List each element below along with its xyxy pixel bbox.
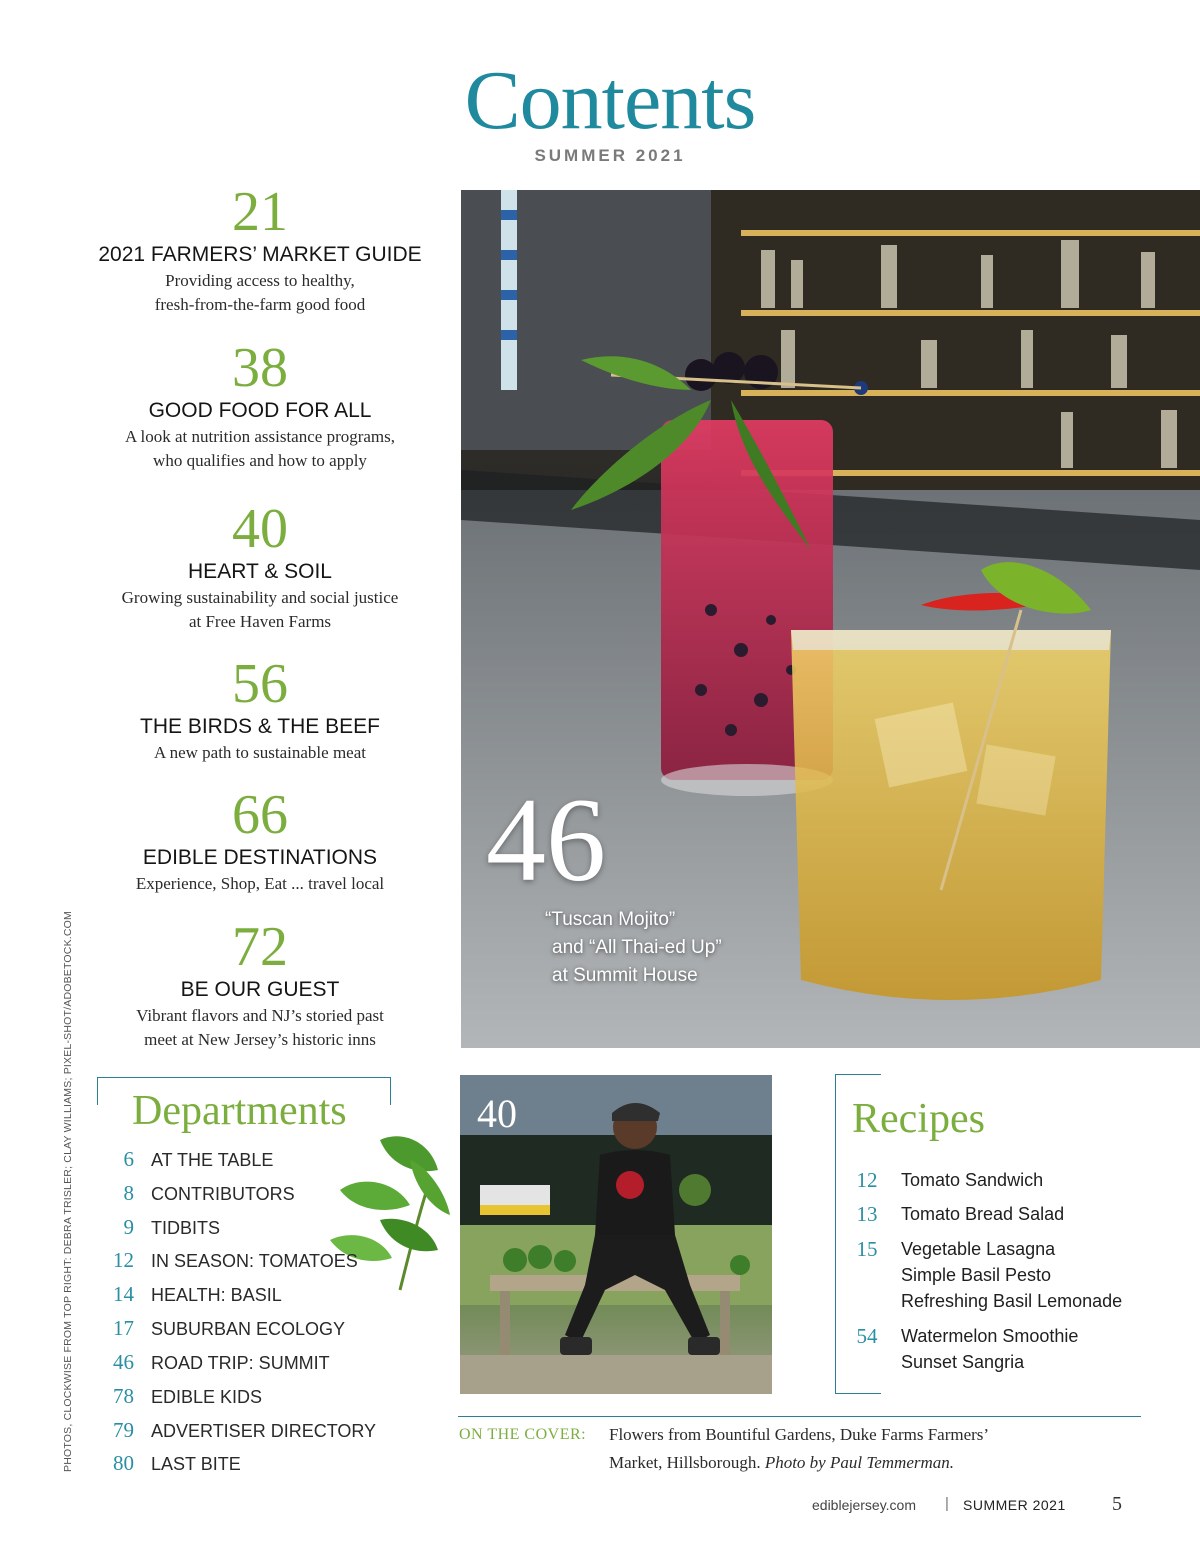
feature-desc-line: Vibrant flavors and NJ’s storied past — [136, 1006, 384, 1025]
cover-text-line: Flowers from Bountiful Gardens, Duke Farms Farmers’ — [609, 1425, 990, 1444]
dept-item[interactable] — [100, 1384, 262, 1414]
feature-farmers-market[interactable] — [80, 183, 440, 317]
feature-page-number: 56 — [232, 653, 288, 715]
dept-item[interactable] — [100, 1282, 282, 1312]
feature-desc-line: at Free Haven Farms — [188, 612, 332, 631]
photo-credit: PHOTOS, CLOCKWISE FROM TOP RIGHT: DEBRA TRISLER; CLAY WILLIAMS; PIXEL-SHOT/ADOBETOCK.COM — [62, 911, 74, 1472]
farmer-photo-page-number: 40 — [477, 1091, 517, 1136]
photo-caption-line: and “All Thai-ed Up” — [552, 937, 722, 958]
dept-item[interactable] — [100, 1181, 295, 1211]
feature-birds-beef[interactable] — [80, 655, 440, 765]
feature-desc-line: A new path to sustainable meat — [154, 743, 366, 762]
recipe-item: Vegetable Lasagna — [901, 1239, 1056, 1259]
dept-label: CONTRIBUTORS — [151, 1184, 295, 1204]
page-title: Contents — [464, 54, 756, 147]
dept-page: 14 — [113, 1282, 134, 1306]
recipe-item: Tomato Bread Salad — [901, 1204, 1065, 1224]
recipe-group[interactable] — [852, 1201, 1064, 1227]
feature-page-number: 38 — [232, 337, 288, 399]
dept-page: 78 — [113, 1384, 134, 1408]
cover-divider — [458, 1416, 1141, 1417]
photo-caption-line: “Tuscan Mojito” — [545, 909, 676, 930]
feature-good-food[interactable] — [80, 339, 440, 473]
dept-label: TIDBITS — [151, 1218, 221, 1238]
feature-edible-destinations[interactable] — [80, 786, 440, 896]
dept-page: 6 — [123, 1147, 134, 1171]
dept-label: AT THE TABLE — [151, 1150, 274, 1170]
dept-page: 17 — [113, 1316, 134, 1340]
dept-page: 8 — [123, 1181, 134, 1205]
footer-issue: SUMMER 2021 — [963, 1497, 1066, 1513]
feature-desc-line: who qualifies and how to apply — [153, 451, 367, 470]
feature-title: BE OUR GUEST — [180, 978, 340, 1001]
recipe-group[interactable] — [852, 1167, 1043, 1193]
recipe-page: 13 — [856, 1202, 878, 1226]
dept-label: LAST BITE — [151, 1454, 241, 1474]
feature-desc-line: A look at nutrition assistance programs, — [124, 427, 396, 446]
recipe-item: Tomato Sandwich — [901, 1170, 1044, 1190]
recipe-group[interactable] — [852, 1323, 1078, 1375]
recipe-group[interactable] — [852, 1236, 1122, 1314]
dept-label: HEALTH: BASIL — [151, 1285, 282, 1305]
feature-page-number: 66 — [232, 784, 288, 846]
recipe-item: Refreshing Basil Lemonade — [901, 1291, 1123, 1311]
feature-desc-line: Providing access to healthy, — [165, 271, 355, 290]
dept-page: 12 — [113, 1248, 134, 1272]
dept-label: EDIBLE KIDS — [151, 1387, 263, 1407]
recipes-title: Recipes — [852, 1096, 985, 1142]
feature-title: 2021 FARMERS’ MARKET GUIDE — [98, 243, 422, 266]
dept-label: ROAD TRIP: SUMMIT — [151, 1353, 330, 1373]
feature-title: HEART & SOIL — [188, 560, 332, 583]
recipe-page: 54 — [856, 1324, 878, 1348]
feature-heart-soil[interactable] — [80, 500, 440, 634]
photo-caption-line: at Summit House — [552, 965, 698, 986]
footer-site: ediblejersey.com — [812, 1497, 917, 1513]
dept-item[interactable] — [100, 1316, 345, 1346]
feature-desc-line: Experience, Shop, Eat ... travel local — [135, 874, 385, 893]
issue-label: SUMMER 2021 — [534, 146, 686, 165]
feature-title: EDIBLE DESTINATIONS — [142, 846, 378, 869]
feature-page-number: 21 — [232, 181, 288, 243]
recipe-item: Sunset Sangria — [901, 1352, 1025, 1372]
departments-title: Departments — [132, 1088, 347, 1134]
dept-item[interactable] — [100, 1350, 330, 1380]
cover-label: ON THE COVER: — [459, 1426, 587, 1443]
recipe-page: 12 — [856, 1168, 878, 1192]
dept-page: 79 — [113, 1418, 134, 1442]
cocktail-photo-page-number: 46 — [486, 773, 606, 906]
cover-photo-credit: Photo by Paul Temmerman. — [764, 1453, 955, 1472]
dept-item[interactable] — [100, 1451, 241, 1481]
feature-be-our-guest[interactable] — [80, 918, 440, 1052]
footer-separator: | — [945, 1495, 949, 1512]
cover-text-line-2 — [609, 1453, 954, 1473]
cover-text-location: Market, Hillsborough. — [609, 1453, 761, 1472]
recipe-item: Watermelon Smoothie — [901, 1326, 1079, 1346]
dept-item[interactable] — [100, 1215, 220, 1245]
feature-page-number: 40 — [232, 498, 288, 560]
footer-page-number: 5 — [1112, 1493, 1122, 1515]
dept-page: 80 — [113, 1451, 134, 1475]
dept-page: 46 — [113, 1350, 134, 1374]
feature-desc-line: fresh-from-the-farm good food — [154, 295, 366, 314]
dept-label: SUBURBAN ECOLOGY — [151, 1319, 346, 1339]
dept-item[interactable] — [100, 1147, 273, 1177]
feature-page-number: 72 — [232, 916, 288, 978]
dept-label: ADVERTISER DIRECTORY — [151, 1421, 377, 1441]
dept-item[interactable] — [100, 1248, 358, 1278]
feature-desc-line: meet at New Jersey’s historic inns — [144, 1030, 376, 1049]
feature-title: GOOD FOOD FOR ALL — [148, 399, 372, 422]
recipe-page: 15 — [856, 1237, 878, 1261]
dept-page: 9 — [123, 1215, 134, 1239]
feature-desc-line: Growing sustainability and social justice — [121, 588, 399, 607]
feature-title: THE BIRDS & THE BEEF — [140, 715, 380, 738]
dept-item[interactable] — [100, 1418, 376, 1448]
dept-label: IN SEASON: TOMATOES — [151, 1251, 358, 1271]
recipe-item: Simple Basil Pesto — [901, 1265, 1052, 1285]
